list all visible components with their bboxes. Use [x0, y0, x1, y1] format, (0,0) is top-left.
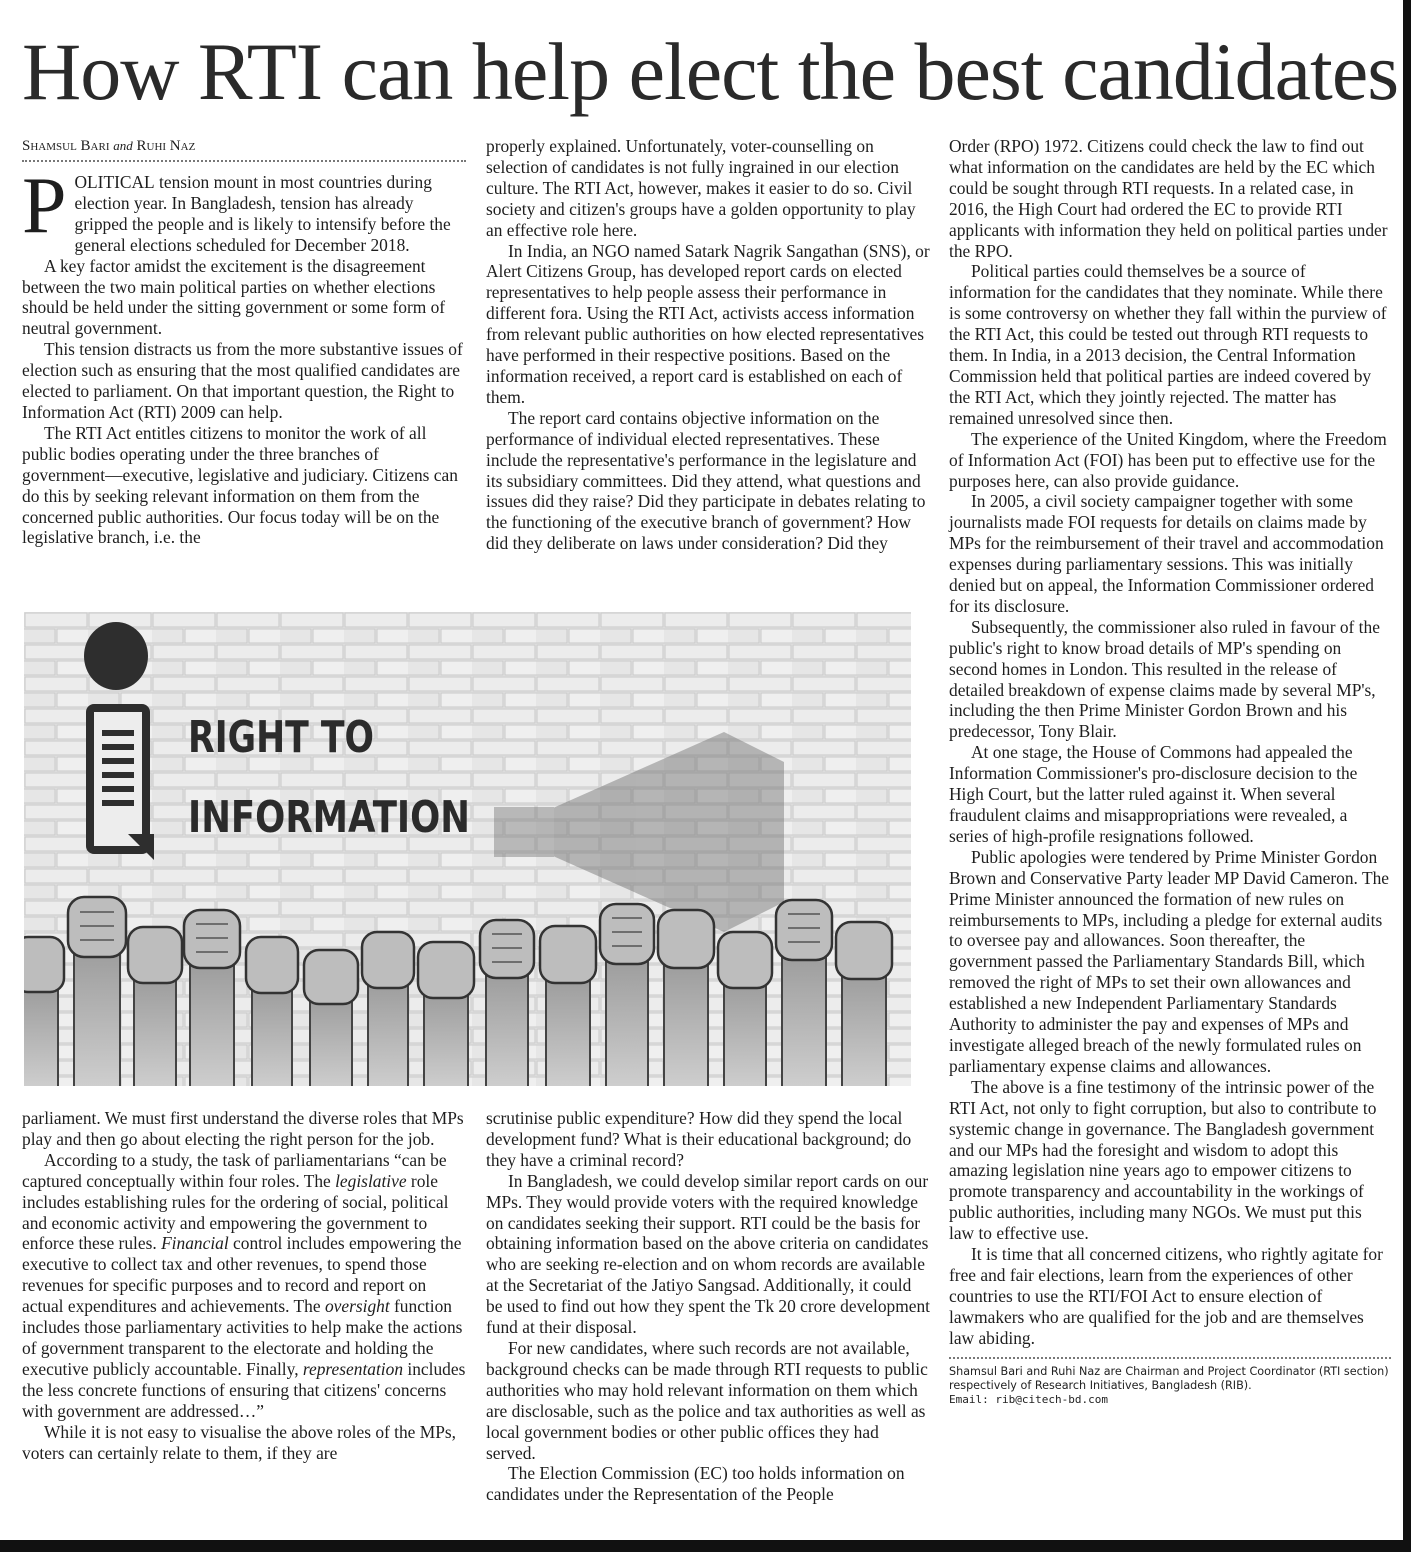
rti-text-line2: INFORMATION	[188, 792, 470, 843]
paragraph: The above is a fine testimony of the intrinsic power of the RTI Act, not only to fight corruption, but also to contribute to systemic change in governance. The Bangladesh government and our MPs had the foresight and wisdom to adopt this amazing legislation nine years ago to empower citizens to promote transparency and accountability in the workings of public authorities, including many NGOs. We must put this law to effective use.	[949, 1076, 1377, 1244]
rti-illustration-graphic	[24, 612, 911, 1086]
rti-illustration	[24, 612, 911, 1086]
drop-cap: P	[22, 162, 67, 250]
column-2-top	[486, 136, 930, 554]
paragraph: At one stage, the House of Commons had appealed the Information Commissioner's pro-disclosure decision to the High Court, but the latter ruled against it. When several fraudulent claims and misappropriations were revealed, a series of high-profile resignations followed.	[949, 742, 1358, 846]
page-border-bottom	[0, 1540, 1411, 1552]
author-footnote	[949, 1357, 1391, 1407]
paragraph: In Bangladesh, we could develop similar report cards on our MPs. They would provide voters with the required knowledge on candidates seeking their support. RTI could be the basis for obtaining information based on the above criteria on candidates who are seeking re-election and on whom records are available at the Secretariat of the Jatiyo Sangsad. Additionally, it could be used to find out how they spent the Tk 20 crore development fund at their disposal.	[486, 1170, 931, 1338]
text-run: According to a study, the task of parliamentarians “can be captured conceptually within four roles. The	[22, 1149, 447, 1191]
headline: How RTI can help elect the best candidates	[22, 26, 1399, 117]
author-1: Shamsul Bari	[22, 138, 110, 154]
italic-term: oversight	[324, 1296, 390, 1317]
paragraph-four-roles	[22, 1150, 466, 1422]
italic-term: legislative	[335, 1170, 407, 1191]
paragraph: In 2005, a civil society campaigner together with some journalists made FOI requests for details on claims made by MPs for the reimbursement of their travel and accommodation expenses during parliamentary sessions. This was initially denied but on appeal, the Information Commissioner ordered for its disclosure.	[949, 491, 1384, 616]
paragraph: The Election Commission (EC) too holds information on candidates under the Representation of the People	[486, 1463, 905, 1505]
paragraph: Public apologies were tendered by Prime Minister Gordon Brown and Conservative Party leader MP David Cameron. The Prime Minister announced the formation of new rules on reimbursements to MPs, including a pledge for external audits to oversee pay and allowances. Soon thereafter, the government passed the Parliamentary Standards Bill, which removed the right of MPs to set their own allowances and established a new Independent Parliamentary Standards Authority to administer the pay and expenses of MPs and investigate alleged breach of the newly formulated rules on parliamentary expense claims and allowances.	[949, 846, 1389, 1076]
text-run: function includes those parliamentary activities to help make the actions of government transparent to the electorate and holding the executive publicly accountable. Finally,	[22, 1296, 463, 1379]
footnote-email: Email: rib@citech-bd.com	[949, 1392, 1108, 1406]
lead-paragraph	[22, 162, 466, 256]
paragraph: While it is not easy to visualise the above roles of the MPs, voters can certainly relate to them, if they are	[22, 1421, 456, 1463]
footnote-text: Shamsul Bari and Ruhi Naz are Chairman and Project Coordinator (RTI section) respectively of Research Initiatives, Bangladesh (RIB).	[949, 1364, 1389, 1392]
paragraph: A key factor amidst the excitement is the disagreement between the two main political parties on whether elections should be held under the sitting government or some form of neutral government.	[22, 255, 446, 339]
column-1-top	[22, 136, 466, 548]
paragraph: For new candidates, where such records are not available, background checks can be made through RTI requests to public authorities who may hold relevant information on them which are disclosable, such as the police and tax authorities as well as local government bodies or other public offices they had served.	[486, 1337, 928, 1463]
paragraph: properly explained. Unfortunately, voter-counselling on selection of candidates is not fully ingrained in our election culture. The RTI Act, however, makes it easier to do so. Civil society and citizen's groups have a golden opportunity to play an effective role here.	[486, 136, 916, 240]
paragraph: In India, an NGO named Satark Nagrik Sangathan (SNS), or Alert Citizens Group, has developed report cards on elected representatives to help people assess their performance in different fora. Using the RTI Act, activists access information from relevant public authorities on how elected representatives have performed in their respective positions. Based on the information received, a report card is established on each of them.	[486, 240, 930, 407]
paragraph: Order (RPO) 1972. Citizens could check the law to find out what information on the candidates are held by the EC which could be sought through RTI requests. In a related case, in 2016, the High Court had ordered the EC to provide RTI applicants with information they held on political parties under the RPO.	[949, 136, 1388, 261]
italic-term: Financial	[161, 1233, 229, 1254]
lead-text: tension mount in most countries during election year. In Bangladesh, tension has already gripped the people and is likely to intensify before the general elections scheduled for December 2018.	[74, 172, 451, 255]
paragraph: The experience of the United Kingdom, where the Freedom of Information Act (FOI) has been put to effective use for the purposes here, can also provide guidance.	[949, 428, 1387, 491]
paragraph: scrutinise public expenditure? How did they spend the local development fund? What is their educational background; do they have a criminal record?	[486, 1108, 912, 1170]
column-3	[949, 136, 1391, 1407]
text-run: control includes empowering the executive to collect tax and other revenues, to spend those revenues for specific purposes and to record and report on actual expenditures and achievements. The	[22, 1233, 462, 1317]
column-1-bottom	[22, 1108, 466, 1463]
text-run: includes the less concrete functions of ensuring that citizens' concerns with government are addressed…”	[22, 1358, 466, 1421]
paragraph: Political parties could themselves be a source of information for the candidates that they nominate. While there is some controversy on whether they fall within the purview of the RTI Act, this could be tested out through RTI requests to them. In India, in a 2013 decision, the Central Information Commission held that political parties are indeed covered by the RTI Act, which they jointly rejected. The matter has remained unresolved since then.	[949, 261, 1387, 428]
lead-caps: OLITICAL	[74, 172, 155, 192]
text-run: role includes establishing rules for the ordering of social, political and economic activity and empowering the government to enforce these rules.	[22, 1170, 449, 1254]
byline-and: and	[113, 138, 133, 153]
paragraph: The RTI Act entitles citizens to monitor the work of all public bodies operating under the three branches of government—executive, legislative and judiciary. Citizens can do this by seeking relevant information on them from the concerned public authorities. Our focus today will be on the legislative branch, i.e. the	[22, 422, 458, 548]
byline	[22, 136, 466, 162]
information-person-icon	[84, 622, 154, 860]
paragraph: Subsequently, the commissioner also ruled in favour of the public's right to know broad details of MP's spending on second homes in London. This resulted in the release of detailed breakdown of expense claims made by several MP's, including the then Prime Minister Gordon Brown and his predecessor, Tony Blair.	[949, 616, 1380, 742]
author-2: Ruhi Naz	[136, 138, 196, 154]
paragraph: parliament. We must first understand the diverse roles that MPs play and then go about electing the right person for the job.	[22, 1108, 464, 1149]
paragraph: This tension distracts us from the more substantive issues of election such as ensuring that the most qualified candidates are elected to parliament. On that important question, the Right to Information Act (RTI) 2009 can help.	[22, 339, 463, 422]
column-2-bottom	[486, 1108, 930, 1505]
rti-text-line1: RIGHT TO	[188, 712, 374, 763]
italic-term: representation	[302, 1358, 404, 1379]
page-border-right	[1403, 0, 1411, 1552]
paragraph: The report card contains objective information on the performance of individual elected representatives. These include the representative's performance in the legislature and its subsidiary committees. Did they attend, what questions and issues did they raise? Did they participate in debates relating to the functioning of the executive branch of government? How did they deliberate on laws under consideration? Did they	[486, 407, 926, 554]
paragraph: It is time that all concerned citizens, who rightly agitate for free and fair elections, learn from the experiences of other countries to use the RTI/FOI Act to ensure election of lawmakers who are qualified for the job and are themselves law abiding.	[949, 1244, 1383, 1348]
